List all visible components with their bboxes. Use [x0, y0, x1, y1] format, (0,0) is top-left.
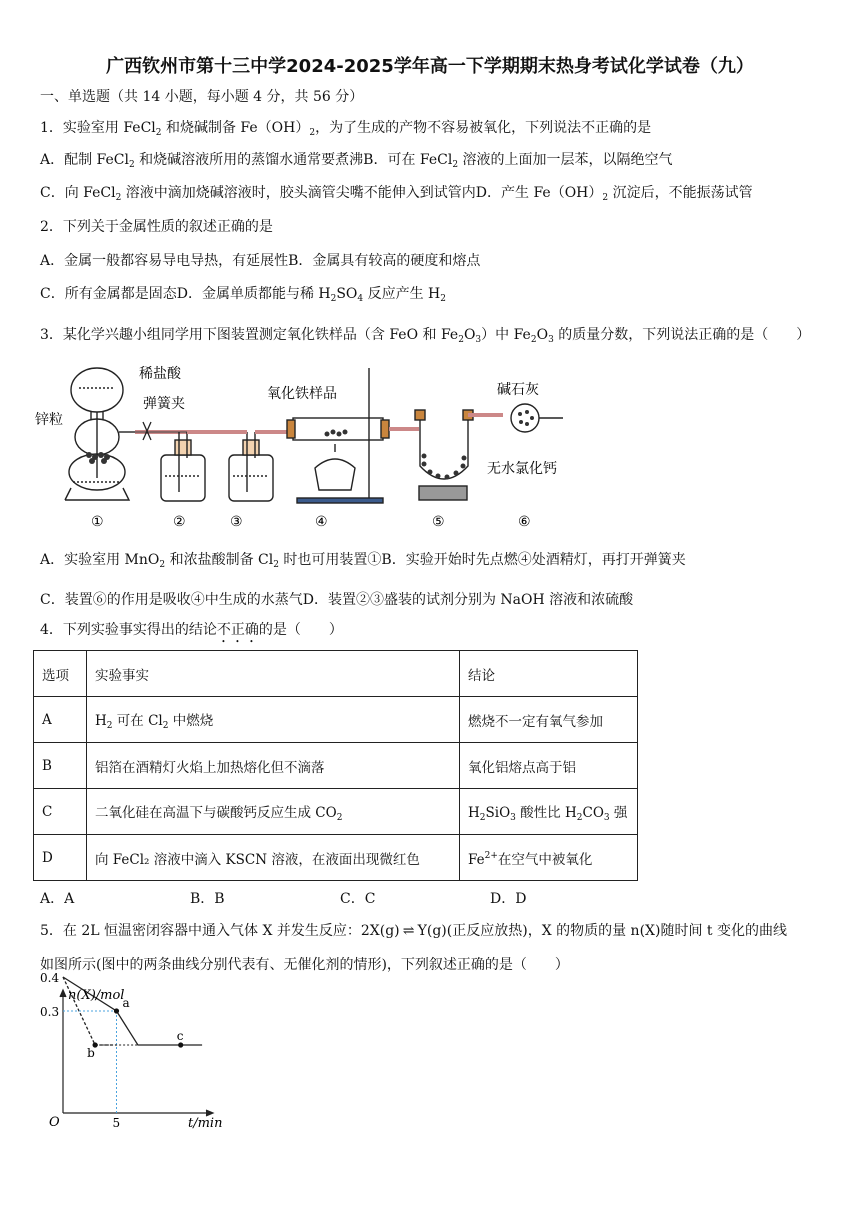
table-header-row [34, 651, 638, 697]
row-fact: 向 FeCl₂ 溶液中滴入 KSCN 溶液，在液面出现微红色 [87, 835, 460, 881]
soda-lime-label: 碱石灰 [497, 382, 539, 398]
device-number: ⑥ [518, 514, 531, 530]
row-conclusion: 氧化铝熔点高于铝 [460, 743, 638, 789]
row-fact: $H_2$ 可在 $Cl_2$ 中燃烧 [87, 697, 460, 743]
q4-answer-a[interactable]: A．A [40, 891, 75, 907]
origin-label: O [49, 1115, 60, 1130]
q2-stem: 2．下列关于金属性质的叙述正确的是 [40, 219, 273, 235]
q3-option-d[interactable]: D．装置②③盛装的试剂分别为 NaOH 溶液和浓硫酸 [302, 592, 634, 608]
q3-stem: 3．某化学兴趣小组同学用下图装置测定氧化铁样品（含 FeO 和 $Fe_2O_3$）中 $Fe_2O_3$ 的质量分数，下列说法正确的是（ ） [40, 327, 811, 345]
device-number: ⑤ [432, 514, 445, 530]
cacl2-label: 无水氯化钙 [487, 461, 557, 477]
sample-label: 氧化铁样品 [267, 386, 337, 402]
device-number: ④ [315, 514, 328, 530]
y-axis-label: n(X)/mol [68, 988, 125, 1003]
q1-option-c[interactable]: C．向 FeCl$_2$ 溶液中滴加烧碱溶液时，胶头滴管尖嘴不能伸入到试管内 [40, 185, 476, 203]
row-conclusion: 燃烧不一定有氧气参加 [460, 697, 638, 743]
q3-options-ab [40, 551, 686, 574]
q4-answer-d[interactable]: D．D [490, 891, 527, 907]
point-label-c: c [176, 1029, 184, 1043]
q2-options-ab [40, 252, 480, 270]
row-fact: 二氧化硅在高温下与碳酸钙反应生成 $CO_2$ [87, 789, 460, 835]
table-row [34, 789, 638, 835]
row-option: D [34, 835, 87, 881]
table-row [34, 743, 638, 789]
header-fact: 实验事实 [87, 651, 460, 697]
q2-option-a[interactable]: A．金属一般都容易导电导热，有延展性 [40, 253, 289, 269]
kipp-apparatus [65, 368, 135, 500]
nx-time-chart [40, 971, 230, 1135]
page-title: 广西钦州市第十三中学2024-2025学年高一下学期期末热身考试化学试卷（九） [106, 56, 754, 77]
y-tick-label: 0.4 [40, 971, 60, 985]
q3-options-cd [40, 591, 633, 609]
q4-answer-b[interactable]: B．B [190, 891, 225, 907]
q4-answer-c[interactable]: C．C [340, 891, 376, 907]
q1-option-b[interactable]: B．可在 FeCl$_2$ 溶液的上面加一层苯，以隔绝空气 [363, 152, 673, 170]
device-number: ② [173, 514, 186, 530]
x-axis-label: t/min [188, 1116, 223, 1131]
row-option: C [34, 789, 87, 835]
device-numbers [91, 514, 531, 530]
q1-stem: 1．实验室用 FeCl$_2$ 和烧碱制备 $Fe(OH)_2$，为了生成的产物不容易被氧化，下列说法不正确的是 [40, 120, 652, 138]
row-option: A [34, 697, 87, 743]
equilibrium-arrow-icon: ⇌ [402, 923, 415, 939]
data-point-a [114, 1008, 119, 1013]
data-point-c [178, 1042, 183, 1047]
clip-label: 弹簧夹 [143, 396, 185, 412]
point-label-b: b [87, 1046, 95, 1060]
q3-option-b[interactable]: B．实验开始时先点燃④处酒精灯，再打开弹簧夹 [381, 552, 686, 568]
row-option: B [34, 743, 87, 789]
zinc-label: 锌粒 [35, 412, 63, 428]
device-number: ① [91, 514, 104, 530]
q1-option-d[interactable]: D．产生 $Fe(OH)_2$ 沉淀后，不能振荡试管 [475, 185, 753, 203]
q1-options-cd [40, 184, 753, 207]
q2-option-d[interactable]: D．金属单质都能与稀 $H_2SO_4$ 反应产生 $H_2$ [176, 286, 446, 304]
q2-option-b[interactable]: B．金属具有较高的硬度和熔点 [288, 253, 481, 269]
q2-options-cd [40, 285, 446, 308]
row-conclusion: $Fe^{2+}$在空气中被氧化 [460, 835, 638, 881]
q3-option-a[interactable]: A．实验室用 MnO$_2$ 和浓盐酸制备 $Cl_2$ 时也可用装置① [40, 552, 382, 570]
q1-option-a[interactable]: A．配制 FeCl$_2$ 和烧碱溶液所用的蒸馏水通常要煮沸 [40, 152, 364, 170]
q2-option-c[interactable]: C．所有金属都是固态 [40, 286, 177, 302]
section-heading: 一、单选题（共 14 小题，每小题 4 分，共 56 分） [40, 89, 364, 105]
y-tick-label: 0.3 [40, 1005, 60, 1019]
header-option: 选项 [34, 651, 87, 697]
q5-stem-line1: 5．在 2L 恒温密闭容器中通入气体 X 并发生反应：2X(g) ⇌ Y(g)(正反应放热)，X 的物质的量 n(X)随时间 t 变化的曲线 [40, 923, 787, 939]
cacl2-granules [422, 454, 467, 480]
q4-table [33, 650, 638, 881]
header-conclusion: 结论 [460, 651, 638, 697]
y-axis-arrow [60, 990, 66, 997]
device-number: ③ [230, 514, 243, 530]
q1-options-ab [40, 151, 673, 174]
apparatus-diagram [35, 360, 595, 532]
row-conclusion: $H_2SiO_3$ 酸性比 $H_2CO_3$ 强 [460, 789, 638, 835]
acid-label: 稀盐酸 [139, 366, 181, 382]
table-row [34, 697, 638, 743]
point-label-a: a [122, 996, 130, 1010]
x-tick-label: 5 [112, 1116, 121, 1130]
table-row [34, 835, 638, 881]
q5-stem-line2: 如图所示(图中的两条曲线分别代表有、无催化剂的情形)，下列叙述正确的是（ ） [40, 957, 569, 973]
q4-stem: 4．下列实验事实得出的结论不正确的是（ ） [40, 622, 343, 638]
row-fact: 铝箔在酒精灯火焰上加热熔化但不滴落 [87, 743, 460, 789]
q3-option-c[interactable]: C．装置⑥的作用是吸收④中生成的水蒸气 [40, 592, 303, 608]
